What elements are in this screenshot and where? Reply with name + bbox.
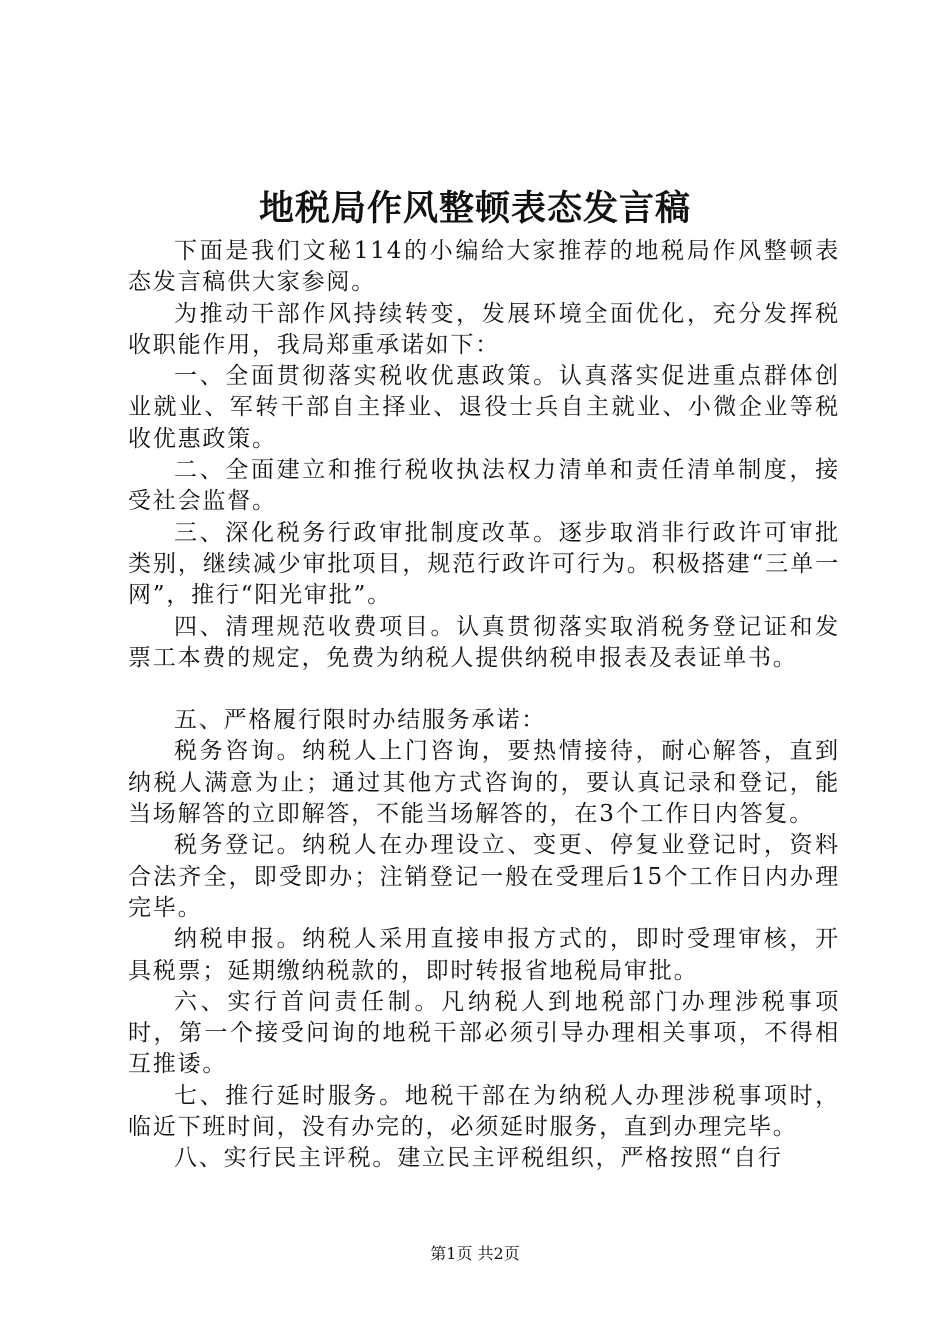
paragraph-item-5: 五、严格履行限时办结服务承诺： (174, 707, 546, 734)
paragraph-item-7: 七、推行延时服务。地税干部在为纳税人办理涉税事项时，临近下班时间，没有办完的，必须延时服务，直到办理完毕。 (128, 1082, 840, 1141)
paragraph-item-3: 三、深化税务行政审批制度改革。逐步取消非行政许可审批类别，继续减少审批项目，规范行政许可行为。积极搭建“三单一网”，推行“阳光审批”。 (128, 519, 840, 609)
paragraph-tax-filing: 纳税申报。纳税人采用直接申报方式的，即时受理审核，开具税票；延期缴纳税款的，即时转报省地税局审批。 (128, 926, 840, 984)
paragraph-preamble: 为推动干部作风持续转变，发展环境全面优化，充分发挥税收职能作用，我局郑重承诺如下： (128, 300, 840, 358)
paragraph-item-4: 四、清理规范收费项目。认真贯彻落实取消税务登记证和发票工本费的规定，免费为纳税人提供纳税申报表及表证单书。 (128, 613, 840, 671)
document-title: 地税局作风整顿表态发言稿 (258, 188, 691, 229)
page-total: 共2页 (477, 1244, 520, 1263)
paragraph-intro: 下面是我们文秘114的小编给大家推荐的地税局作风整顿表态发言稿供大家参阅。 (128, 238, 840, 296)
paragraph-item-2: 二、全面建立和推行税收执法权力清单和责任清单制度，接受社会监督。 (128, 457, 840, 515)
paragraph-tax-consulting: 税务咨询。纳税人上门咨询，要热情接待，耐心解答，直到纳税人满意为止；通过其他方式咨询的，要认真记录和登记，能当场解答的立即解答，不能当场解答的，在3个工作日内答复。 (128, 738, 840, 828)
document-body (128, 236, 840, 1175)
paragraph-item-1: 一、全面贯彻落实税收优惠政策。认真落实促进重点群体创业就业、军转干部自主择业、退役士兵自主就业、小微企业等税收优惠政策。 (128, 363, 840, 452)
paragraph-tax-registration: 税务登记。纳税人在办理设立、变更、停复业登记时，资料合法齐全，即受即办；注销登记一般在受理后15个工作日内办理完毕。 (128, 832, 840, 921)
page-number: 第1页 (430, 1244, 473, 1263)
paragraph-item-8: 八、实行民主评税。建立民主评税组织，严格按照“自行 (174, 1145, 783, 1172)
paragraph-item-6: 六、实行首问责任制。凡纳税人到地税部门办理涉税事项时，第一个接受问询的地税干部必须引导办理相关事项，不得相互推诿。 (128, 988, 840, 1078)
page-footer (0, 1242, 950, 1266)
